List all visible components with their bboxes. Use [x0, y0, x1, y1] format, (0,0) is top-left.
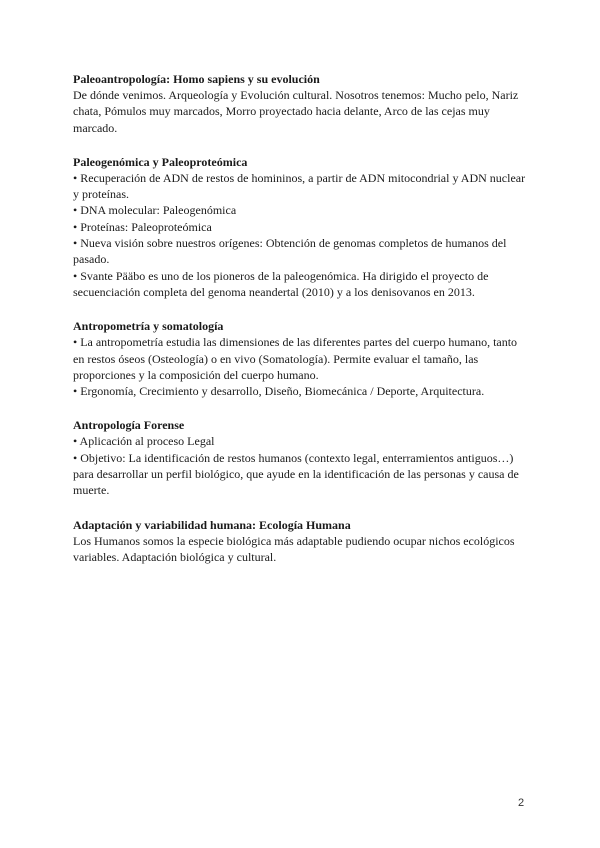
document-body: [73, 71, 528, 583]
section-paleoantropologia: [73, 71, 528, 136]
paragraph: Los Humanos somos la especie biológica más adaptable pudiendo ocupar nichos ecológicos variables. Adaptación biológica y cultural.: [73, 533, 515, 564]
bullet-item: • Svante Pääbo es uno de los pioneros de la paleogenómica. Ha dirigido el proyecto de secuenciación completa del genoma neandertal (2010) y a los denisovanos en 2013.: [73, 268, 489, 299]
section-heading: Adaptación y variabilidad humana: Ecología Humana: [73, 517, 351, 532]
section-heading: Antropología Forense: [73, 418, 185, 433]
bullet-item: • Objetivo: La identificación de restos humanos (contexto legal, enterramientos antiguos…) para desarrollar un perfil biológico, que ayude en la identificación de las personas y causa de muerte.: [73, 450, 519, 498]
section-antropometria: [73, 318, 528, 399]
section-adaptacion: [73, 517, 528, 566]
section-antropologia-forense: [73, 417, 528, 498]
page-number: 2: [518, 797, 525, 809]
bullet-item: • Proteínas: Paleoproteómica: [73, 219, 212, 234]
bullet-item: • La antropometría estudia las dimensiones de las diferentes partes del cuerpo humano, tanto en restos óseos (Osteología) o en vivo (Somatología). Permite evaluar el tamaño, las proporciones y la composición del cuerpo humano.: [73, 335, 518, 382]
paragraph: De dónde venimos. Arqueología y Evolución cultural. Nosotros tenemos: Mucho pelo, Nariz chata, Pómulos muy marcados, Morro proyectado hacia delante, Arco de las cejas muy marcado.: [73, 88, 519, 135]
bullet-item: • DNA molecular: Paleogenómica: [73, 203, 237, 218]
section-heading: Paleoantropología: Homo sapiens y su evolución: [73, 72, 320, 86]
section-heading: Paleogenómica y Paleoproteómica: [73, 154, 248, 169]
bullet-item: • Aplicación al proceso Legal: [73, 434, 215, 449]
bullet-item: • Ergonomía, Crecimiento y desarrollo, Diseño, Biomecánica / Deporte, Arquitectura.: [73, 384, 485, 399]
bullet-item: • Recuperación de ADN de restos de homininos, a partir de ADN mitocondrial y ADN nuclear y proteínas.: [73, 170, 526, 202]
bullet-item: • Nueva visión sobre nuestros orígenes: Obtención de genomas completos de humanos del pasado.: [73, 236, 507, 267]
section-heading: Antropometría y somatología: [73, 319, 224, 334]
section-paleogenomica: [73, 154, 528, 300]
